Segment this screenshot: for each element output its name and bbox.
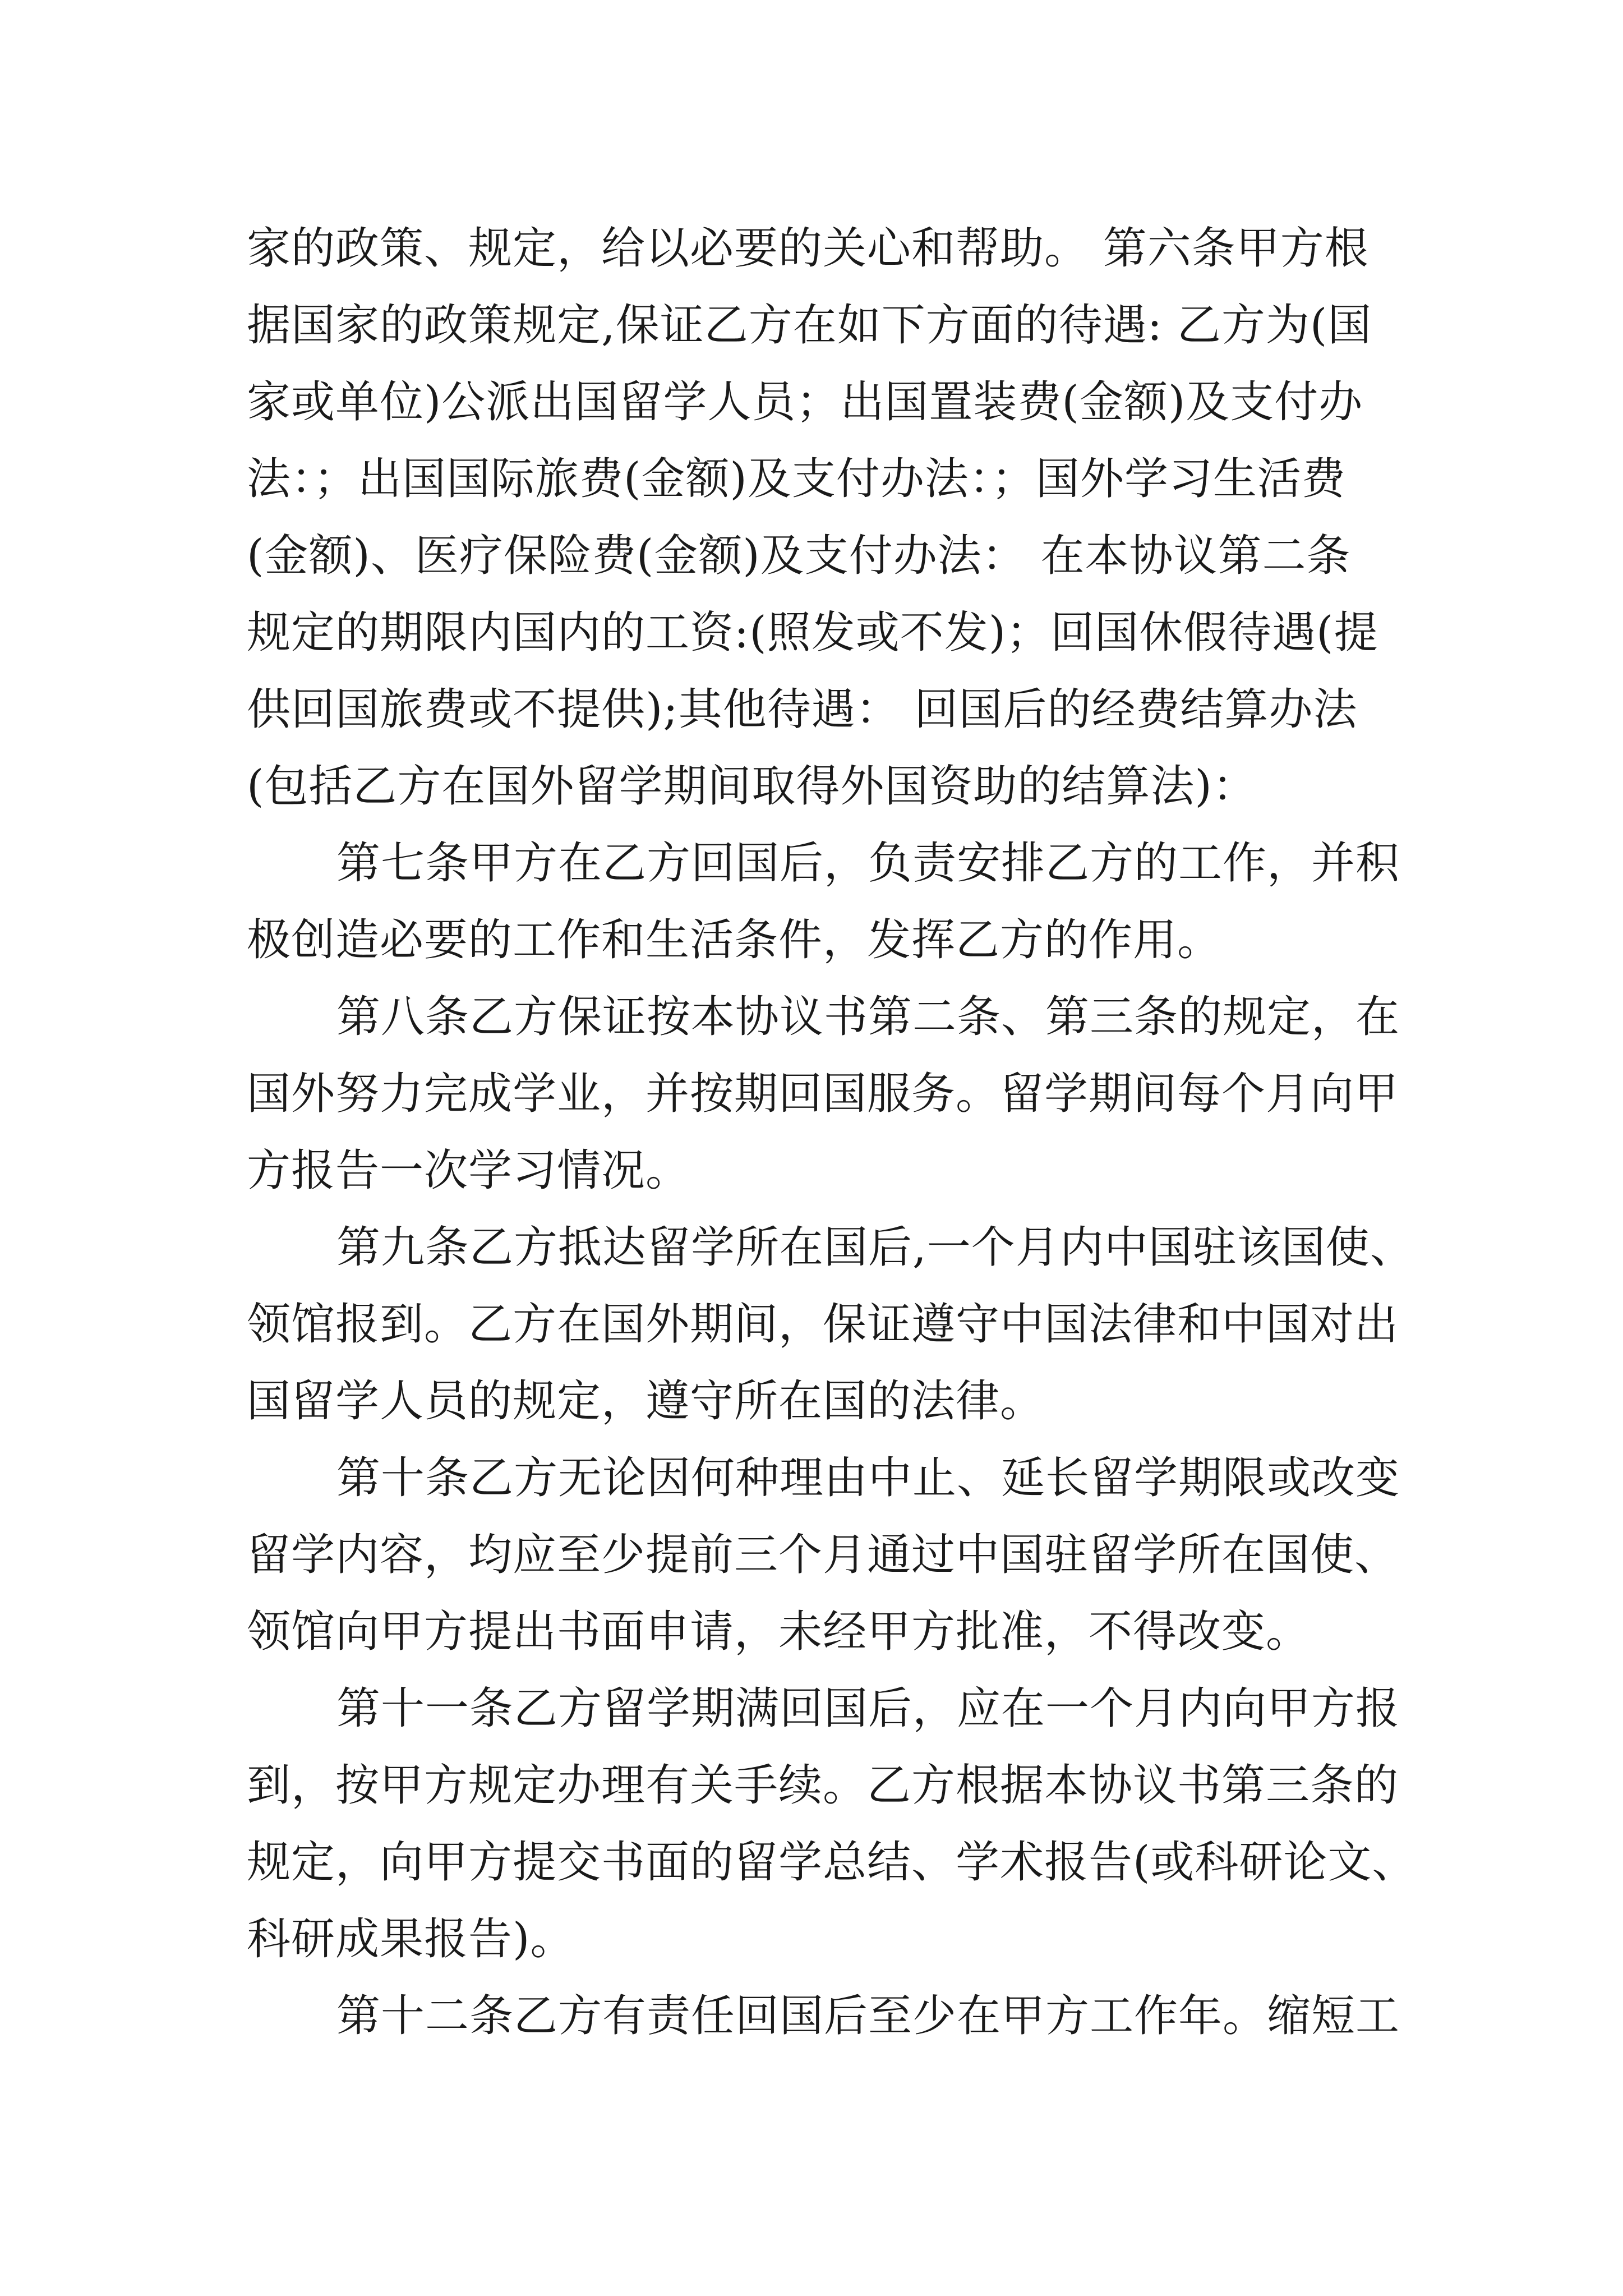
text-line: 规定，向甲方提交书面的留学总结、学术报告(或科研论文、 [247, 1837, 1417, 1888]
text-line: 领馆向甲方提出书面申请，未经甲方批准，不得改变。 [247, 1607, 1311, 1657]
paragraph-start-line: 第九条乙方抵达留学所在国后,一个月内中国驻该国使、 [336, 1222, 1414, 1273]
paragraph-start-line: 第十一条乙方留学期满回国后，应在一个月内向甲方报 [336, 1683, 1400, 1734]
paragraph-start-line: 第七条甲方在乙方回国后，负责安排乙方的工作，并积 [336, 838, 1400, 889]
paragraph-start-line: 第八条乙方保证按本协议书第二条、第三条的规定，在 [336, 992, 1400, 1042]
text-line: 规定的期限内国内的工资:(照发或不发)；回国休假待遇(提 [247, 608, 1378, 658]
paragraph-start-line: 第十条乙方无论因何种理由中止、延长留学期限或改变 [336, 1453, 1400, 1503]
text-line: (包括乙方在国外留学期间取得外国资助的结算法)： [247, 761, 1257, 812]
text-line: 科研成果报告)。 [247, 1914, 575, 1964]
text-line: 留学内容，均应至少提前三个月通过中国驻留学所在国使、 [247, 1530, 1399, 1580]
text-line: 领馆报到。乙方在国外期间，保证遵守中国法律和中国对出 [247, 1299, 1399, 1350]
text-line: 方报告一次学习情况。 [247, 1145, 690, 1196]
text-line: 家或单位)公派出国留学人员；出国置装费(金额)及支付办 [247, 377, 1363, 427]
text-line: 据国家的政策规定,保证乙方在如下方面的待遇: 乙方为(国 [247, 300, 1372, 351]
text-line: 国留学人员的规定，遵守所在国的法律。 [247, 1376, 1045, 1427]
text-line: 供回国旅费或不提供);其他待遇： 回国后的经费结算办法 [247, 684, 1358, 735]
text-line: 家的政策、规定，给以必要的关心和帮助。 第六条甲方根 [247, 223, 1369, 274]
paragraph-start-line: 第十二条乙方有责任回国后至少在甲方工作年。缩短工 [336, 1991, 1400, 2041]
text-line: 到，按甲方规定办理有关手续。乙方根据本协议书第三条的 [247, 1760, 1399, 1811]
text-line: 国外努力完成学业，并按期回国服务。留学期间每个月向甲 [247, 1069, 1399, 1119]
text-line: (金额)、医疗保险费(金额)及支付办法： 在本协议第二条 [247, 531, 1351, 581]
text-line: 极创造必要的工作和生活条件，发挥乙方的作用。 [247, 915, 1222, 965]
document-body [247, 210, 1417, 2055]
text-line: 法：；出国国际旅费(金额)及支付办法：；国外学习生活费 [247, 454, 1346, 504]
